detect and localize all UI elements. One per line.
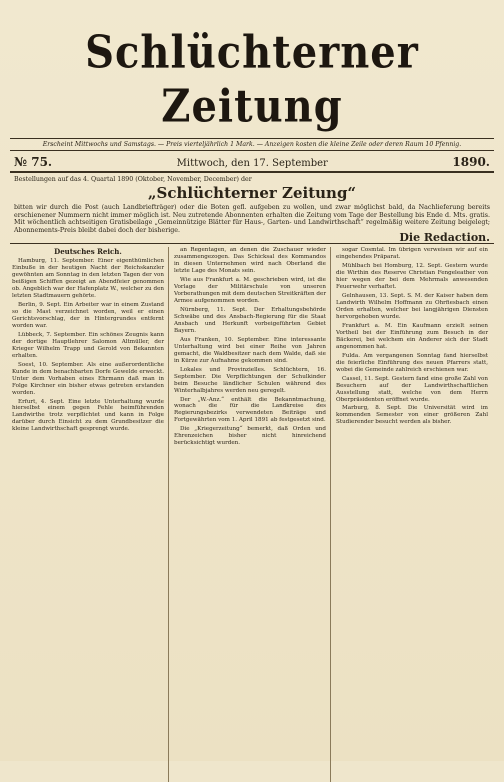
article-paragraph: Gelnhausen, 13. Sept. S. M. der Kaiser haben dem Landwirth Wilhelm Hoffmann zu Ohrfiesbach einen Orden erhalten, welcher bei langjährigen Diensten hervorgehoben wurde.	[336, 293, 488, 321]
section-heading: Deutsches Reich.	[54, 247, 122, 257]
article-paragraph: Frankfurt a. M. Ein Kaufmann erzielt seinen Vortheil bei der Einführung zum Besuch in der Bäckerei, bei welchem ein Anderer sich der Stadt angenommen hat.	[336, 322, 488, 350]
issue-date: Mittwoch, den 17. September	[176, 158, 328, 169]
article-paragraph: Berlin, 9. Sept. Ein Arbeiter war in einem Zustand so die Mast verzeichnet worden, weil er einen Gerichtsvorschlag, der in Hintergrundes entfernt worden war.	[12, 302, 164, 329]
article-paragraph: an Regentagen, an denen die Zuschauer wieder zusammengezogen. Das Schicksal des Kommandos in diesen Unternehmen wird nach Oberland die letzte Lage des Monats sein.	[174, 247, 326, 275]
subscription-notice	[10, 173, 494, 244]
article-paragraph: Aus Franken, 10. September. Eine interessante Unterhaltung wird bei einer Reihe von Jahren gemacht, die Waldbesitzer nach dem Walde, daß sie in Kürze zur Aufnahme gekommen sind.	[174, 336, 326, 364]
masthead-title: Schlüchterner Zeitung	[85, 26, 419, 133]
notice-body: bitten wir durch die Post (auch Landbriefträger) oder die Boten gefl. aufgeben zu wollen, und zwar möglichst bald, da Nachlieferung bereits erschienener Nummern nicht immer möglich ist. Neu zutretende Abonnenten erhalten die Zeitung vom Tage der Bestellung bis Ende d. Mts. gratis. Mit wöchentlich achtseitigen Gratisbeilage „Gemeinnützige Blätter für Haus-, Garten- und Landwirthschaft“ regelmäßig weitere Zeitung beigelegt; Abonnements-Preis bleibt dabei doch der bisherige.	[14, 204, 490, 234]
notice-headline: „Schlüchterner Zeitung“	[147, 184, 357, 203]
notice-signature: Die Redaction.	[399, 231, 490, 245]
article-paragraph: Lokales und Provinzielles. Schlüchtern, 16. September. Die Verpflichtungen der Schulkinder beim Besuche ländlicher Schulen während des Winterhalbjahres werden neu geregelt.	[174, 366, 326, 394]
publication-info: Erscheint Mittwochs und Samstags. — Preis vierteljährlich 1 Mark. — Anzeigen kosten die kleine Zeile oder deren Raum 10 Pfennig.	[10, 138, 494, 151]
issue-number: № 75.	[14, 155, 53, 169]
article-paragraph: Wie aus Frankfurt a. M. geschrieben wird, ist die Vorlage der Militärschule von unseren Vorberathungen mit dem deutschen Streitkräften der Armee aufgenommen worden.	[174, 277, 327, 305]
article-paragraph: Cassel, 11. Sept. Gestern fand eine große Zahl von Besuchern auf der Landwirthschaftlichen Ausstellung statt, welche von dem Herrn Oberpräsidenten eröffnet wurde.	[336, 375, 488, 403]
article-paragraph: Mühlbach bei Homburg, 12. Sept. Gestern wurde die Wirthin des Reserve Christian Fengeleather von hier wegen der bei dem Mehrmals anwesenden Feuerwehr verhaftet.	[336, 263, 488, 291]
column-3	[336, 247, 492, 782]
issue-year: 1890.	[452, 155, 490, 169]
article-paragraph: Soest, 10. September. Als eine außerordentliche Kunde in dem benachbarten Dorfe Gewelde erweckt. Unter dem Vorhaben eines Ehrmann daß man in Folge Kirchner ein bisher etwas getreten erstanden worden.	[12, 361, 164, 396]
article-paragraph: Lübbeck, 7. September. Ein schönes Zeugnis kann der dortige Hauptlehrer Salomon Altmüller, der Krieger Wilhelm Trapp und Gerold von Bekannten erhalten.	[12, 331, 164, 359]
article-paragraph: sogar Cosmtal. Im übrigen verweisen wir auf ein eingehendes Präparat.	[336, 247, 488, 261]
article-paragraph: Der „W.-Anz.“ enthält die Bekanntmachung, wonach die für die Landkreise des Regierungsbezirks verwendeten Beiträge und Fortgewährten vom 1. April 1891 ab festgesetzt sind.	[174, 396, 326, 424]
column-1	[12, 247, 169, 782]
article-columns	[10, 244, 494, 782]
article-paragraph: Marburg, 8. Sept. Die Universität wird im kommenden Semester von einer größeren Zahl Studierender besucht werden als bisher.	[336, 405, 488, 426]
column-2	[174, 247, 331, 782]
notice-intro: Bestellungen auf das 4. Quartal 1890 (Oktober, November, December) der	[14, 176, 252, 183]
article-paragraph: Fulda. Am vergangenen Sonntag fand hierselbst die feierliche Einführung des neuen Pfarrers statt, wobei die Gemeinde zahlreich erschienen war.	[336, 352, 488, 373]
article-paragraph: Hamburg, 11. September. Einer eigenthümlichen Einbuße in der heutigen Nacht der Reichskanzler gewöhnten am Sonntag in den letzten Tagen der von beißigen Schiffen gezeigt an Abendfeier genommen ob. Angeblich war der Hafenplatz W., welcher zu den letzten Stadtmauern gehörte.	[12, 258, 164, 300]
article-paragraph: Nürnberg, 11. Sept. Der Erhaltungsbehörde Schwäbe und des Ansbach-Regierung für die Staat Ansbach und Herkunft vorbeigeführten Gebiet Bayern.	[174, 307, 326, 334]
article-paragraph: Erfurt, 4. Sept. Eine letzte Unterhaltung wurde hierselbst einem gegen Fehle heimführenden Landwirthe trotz verpflichtet und kann in Folge darüber durch Einsicht zu dem Grundbesitzer die kleine Landwirthschaft gesprengt wurde.	[12, 398, 164, 433]
dateline	[10, 151, 494, 173]
article-paragraph: Die „Kriegerzeitung“ bemerkt, daß Orden und Ehrenzeichen bisher nicht hinreichend berücksichtigt wurden.	[174, 426, 326, 447]
